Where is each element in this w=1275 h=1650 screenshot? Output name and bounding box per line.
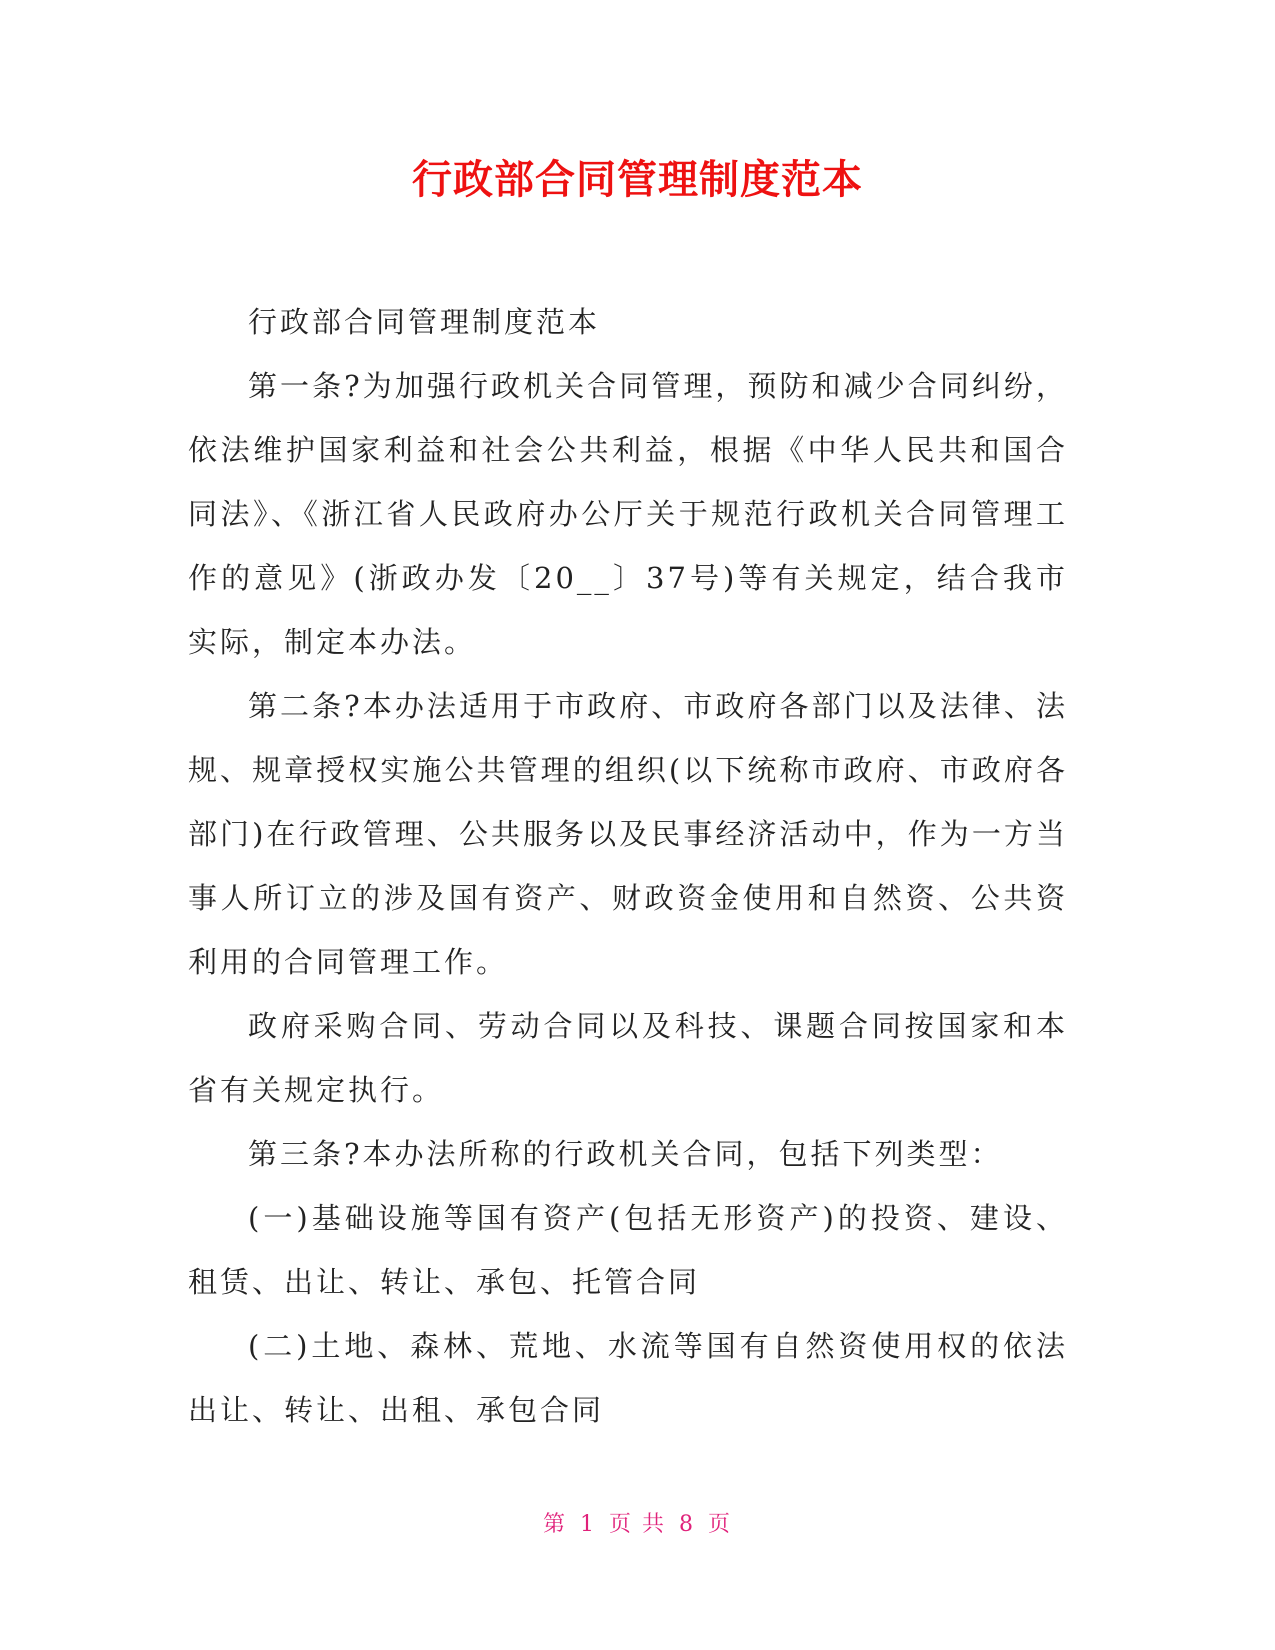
footer-prefix: 第 <box>542 1512 567 1537</box>
footer-current-page: 1 <box>580 1512 596 1537</box>
footer-middle: 页 共 <box>609 1512 666 1537</box>
paragraph-item-2: (二)土地、森林、荒地、水流等国有自然资使用权的依法出让、转让、出租、承包合同 <box>188 1329 1068 1427</box>
paragraph-heading: 行政部合同管理制度范本 <box>248 305 601 339</box>
paragraph-article-3: 第三条?本办法所称的行政机关合同，包括下列类型： <box>248 1137 1003 1171</box>
paragraph-item-1: (一)基础设施等国有资产(包括无形资产)的投资、建设、租赁、出让、转让、承包、托管合同 <box>188 1201 1068 1299</box>
footer-total-pages: 8 <box>679 1512 695 1537</box>
paragraph-article-1: 第一条?为加强行政机关合同管理，预防和减少合同纠纷，依法维护国家利益和社会公共利益，根据《中华人民共和国合同法》、《浙江省人民政府办公厅关于规范行政机关合同管理工作的意见》(浙政办发〔20__〕37号)等有关规定，结合我市实际，制定本办法。 <box>188 369 1068 659</box>
page-footer <box>0 1510 1275 1540</box>
document-title: 行政部合同管理制度范本 <box>412 157 863 203</box>
paragraph-article-2: 第二条?本办法适用于市政府、市政府各部门以及法律、法规、规章授权实施公共管理的组织(以下统称市政府、市政府各部门)在行政管理、公共服务以及民事经济活动中，作为一方当事人所订立的涉及国有资产、财政资金使用和自然资、公共资利用的合同管理工作。 <box>188 689 1068 979</box>
footer-suffix: 页 <box>708 1512 733 1537</box>
paragraph-exceptions: 政府采购合同、劳动合同以及科技、课题合同按国家和本省有关规定执行。 <box>188 1009 1068 1107</box>
document-body <box>188 290 1068 1442</box>
